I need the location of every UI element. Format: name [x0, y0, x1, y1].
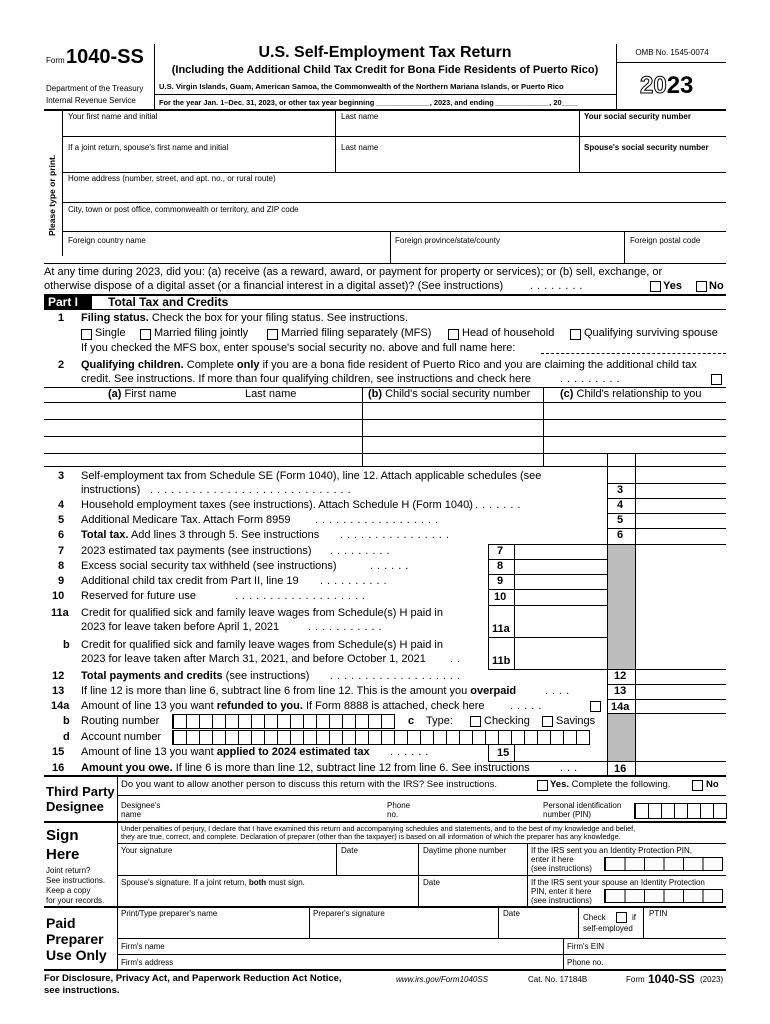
child-row-4[interactable] [44, 466, 726, 467]
children-col-a-first: First name [124, 388, 177, 400]
line-10-amount[interactable] [488, 605, 607, 606]
savings-label: Savings [556, 715, 596, 727]
line-14d-number: d [63, 731, 70, 743]
footer-cat-number: Cat. No. 17184B [528, 975, 588, 984]
city-label: City, town or post office, commonwealth or territory, and ZIP code [68, 205, 299, 214]
line-14a-text [81, 700, 485, 713]
line-5-number: 5 [58, 514, 65, 526]
leader-dots: ........ [530, 280, 587, 292]
designee-yes-label: Yes. [550, 779, 570, 790]
line-9-amount[interactable] [488, 589, 607, 590]
ippin-field[interactable] [604, 857, 723, 871]
leader-dots: .................. [315, 514, 443, 526]
foreign-country-label: Foreign country name [68, 236, 146, 245]
form-subtitle: (Including the Additional Child Tax Credit for Bona Fide Residents of Puerto Rico) [171, 64, 599, 76]
footer-form-year: (2023) [700, 975, 724, 984]
line-16-bold: Amount you owe. [81, 762, 173, 774]
preparer-if-label: if [632, 913, 636, 922]
children-col-c-header [560, 388, 702, 401]
sign-title-1: Sign [46, 827, 79, 844]
line-15-a: Amount of line 13 you want [81, 746, 214, 758]
box-6-label: 6 [617, 529, 624, 541]
line-12-number: 12 [52, 670, 65, 682]
footer-url: www.irs.gov/Form1040SS [396, 975, 489, 984]
footer-disclosure-2: see instructions. [44, 985, 120, 996]
box-10-label: 10 [494, 591, 507, 603]
line-13-number: 13 [52, 685, 65, 697]
leader-dots: ... [560, 762, 582, 774]
box-11b-label: 11b [492, 655, 511, 667]
preparer-title-3: Use Only [46, 947, 107, 963]
line-13-bold: overpaid [470, 685, 517, 697]
line-6-number: 6 [58, 529, 65, 541]
designee-pin-field[interactable] [634, 803, 727, 819]
line-9-text: Additional child tax credit from Part II, line 19 [81, 575, 299, 587]
line-12-rest: (see instructions) [225, 670, 310, 682]
line-13-rest: If line 12 is more than line 6, subtract line 6 from line 12. This is the amount you [81, 685, 468, 697]
savings-checkbox[interactable] [542, 716, 553, 727]
leader-dots: .... [545, 685, 574, 697]
foreign-postal-label: Foreign postal code [630, 236, 701, 245]
box-13-label: 13 [614, 685, 627, 697]
form-number: 1040-SS [66, 46, 144, 68]
ippin-label-2: enter it here [531, 855, 574, 864]
line-3-text-a: Self-employment tax from Schedule SE (Form 1040), line 12. Attach applicable schedules (see [81, 470, 542, 482]
status-mfj-checkbox[interactable] [140, 329, 151, 340]
spouse-ippin-field[interactable] [604, 889, 723, 903]
tax-year-bold: 23 [666, 72, 694, 99]
line-12-text [81, 670, 309, 683]
ptin-label: PTIN [649, 909, 668, 918]
leader-dots: ...... [390, 746, 433, 758]
line-6-amount[interactable] [488, 544, 726, 545]
line-13-amount[interactable] [607, 699, 726, 700]
box-3-label: 3 [617, 484, 624, 496]
designee-pin-label-1: Personal identification [543, 801, 622, 810]
preparer-name-label: Print/Type preparer's name [121, 909, 218, 918]
designee-yes-checkbox[interactable] [537, 780, 548, 791]
leader-dots: ......... [330, 545, 394, 557]
box-12-label: 12 [614, 670, 627, 682]
line-5-amount[interactable] [607, 528, 726, 529]
line-2-number: 2 [58, 359, 65, 371]
leader-dots: .. [450, 653, 465, 665]
line-14a-amount[interactable] [607, 713, 726, 714]
line-7-amount[interactable] [488, 559, 607, 560]
spouse-sig-a: Spouse's signature. If a joint return, [121, 878, 247, 887]
home-address-label: Home address (number, street, and apt. no., or rural route) [68, 174, 276, 183]
children-col-a-last: Last name [245, 388, 297, 400]
line-11a-amount[interactable] [488, 637, 607, 638]
sign-side-1: Joint return? [46, 866, 91, 875]
sign-side-3: Keep a copy [46, 886, 91, 895]
child-row-2[interactable] [44, 436, 726, 437]
checking-label: Checking [484, 715, 530, 727]
leader-dots: .......... [320, 575, 391, 587]
line-10-text: Reserved for future use [81, 590, 196, 602]
line-6-text [81, 529, 319, 542]
line-14a-bold: refunded to you. [216, 700, 303, 712]
line-7-text: 2023 estimated tax payments (see instructions) [81, 545, 312, 557]
line-4-text: Household employment taxes (see instructions). Attach Schedule H (Form 1040) [81, 499, 473, 511]
leader-dots: ........ [468, 499, 525, 511]
form-word: Form [46, 56, 65, 65]
line-14c-text: Type: [426, 715, 453, 727]
status-mfs-label: Married filing separately (MFS) [281, 327, 432, 339]
line-15-number: 15 [52, 746, 65, 758]
line-1-text [81, 312, 408, 325]
box-8-label: 8 [497, 560, 504, 572]
preparer-signature-label: Preparer's signature [313, 909, 385, 918]
line-3-number: 3 [58, 470, 65, 482]
spouse-sig-b: must sign. [268, 878, 305, 887]
line-16-number: 16 [52, 762, 65, 774]
line-11b-text-1: Credit for qualified sick and family leave wages from Schedule(s) H paid in [81, 639, 443, 651]
spouse-sig-both: both [248, 878, 267, 887]
your-signature-label: Your signature [121, 846, 173, 855]
spouse-ssn-label: Spouse's social security number [584, 143, 709, 152]
line-8-amount[interactable] [488, 574, 607, 575]
line-7-number: 7 [58, 545, 65, 557]
digital-asset-question-2: otherwise dispose of a digital asset (or a financial interest in a digital asset)? (See instructions) [44, 280, 504, 292]
line-15-text [81, 746, 370, 759]
line-16-text [81, 762, 530, 775]
status-single-label: Single [95, 327, 126, 339]
preparer-date-label: Date [503, 909, 520, 918]
leader-dots: ..... [510, 700, 546, 712]
mfs-name-field[interactable] [541, 353, 726, 354]
mfs-name-instruction: If you checked the MFS box, enter spouse's social security no. above and full name here: [81, 342, 516, 354]
designee-yes-text [550, 779, 670, 790]
leader-dots: ......... [560, 373, 624, 385]
status-qss-checkbox[interactable] [570, 329, 581, 340]
status-mfj-label: Married filing jointly [154, 327, 249, 339]
form-8888-checkbox[interactable] [590, 701, 601, 712]
ssn-label: Your social security number [584, 112, 691, 121]
part1-label: Part I [48, 295, 79, 309]
digital-asset-question-1: At any time during 2023, did you: (a) receive (as a reward, award, or payment for property or services); or (b) sell, exchange, or [44, 266, 663, 278]
box-9-label: 9 [497, 575, 504, 587]
spouse-ippin-label-1: If the IRS sent your spouse an Identity Protection [531, 878, 705, 887]
designee-phone-label-1: Phone [387, 801, 411, 810]
tax-year-line: For the year Jan. 1–Dec. 31, 2023, or other tax year beginning _____________, 2023, and ending _____________, 20____ [159, 98, 579, 107]
status-mfs-checkbox[interactable] [267, 329, 278, 340]
status-single-checkbox[interactable] [81, 329, 92, 340]
children-col-b-text: Child's social security number [385, 388, 531, 400]
ippin-label-1: If the IRS sent you an Identity Protection PIN, [531, 846, 692, 855]
line-14d-text: Account number [81, 731, 162, 743]
checking-checkbox[interactable] [470, 716, 481, 727]
designee-pin-label-2: number (PIN) [543, 810, 592, 819]
spouse-first-name-label: If a joint return, spouse's first name and initial [68, 143, 229, 152]
designee-name-label-2: name [121, 810, 142, 819]
line-14a-a: Amount of line 13 you want [81, 700, 214, 712]
line-1-instruction: Check the box for your filing status. See instructions. [151, 312, 409, 324]
line-11a-number: 11a [51, 607, 69, 619]
spouse-signature-label [121, 878, 305, 888]
designee-name-label-1: Designee's [121, 801, 161, 810]
leader-dots: ........... [308, 621, 386, 633]
box-7-label: 7 [497, 545, 504, 557]
digital-asset-yes-checkbox[interactable] [650, 281, 661, 292]
digital-asset-no-checkbox[interactable] [696, 281, 707, 292]
line-14b-number: b [63, 715, 70, 727]
footer-disclosure-1: For Disclosure, Privacy Act, and Paperwork Reduction Act Notice, [44, 973, 342, 984]
line-10-number: 10 [52, 590, 65, 602]
line-11b-amount[interactable] [488, 669, 726, 670]
line-8-number: 8 [58, 560, 65, 572]
leader-dots: ................... [235, 590, 370, 602]
box-16-label: 16 [614, 763, 627, 775]
children-col-a-header [108, 388, 176, 401]
line-11a-text-1: Credit for qualified sick and family leave wages from Schedule(s) H paid in [81, 607, 443, 619]
designee-yes-rest: Complete the following. [571, 779, 671, 790]
line-3-text-b: instructions) [81, 484, 141, 496]
line-2-complete: Complete [186, 359, 234, 371]
form-title: U.S. Self-Employment Tax Return [258, 44, 512, 61]
children-col-c-letter: (c) [560, 388, 574, 400]
sign-title-2: Here [46, 846, 80, 863]
ippin-label-3: (see instructions) [531, 864, 592, 873]
children-col-b-header [368, 388, 530, 401]
sign-date-label: Date [341, 846, 358, 855]
designee-no-label: No [706, 779, 719, 790]
line-8-text: Excess social security tax withheld (see instructions) [81, 560, 337, 572]
line-16-amount[interactable] [44, 775, 726, 777]
designee-phone-label-2: no. [387, 810, 399, 819]
line-6-rest: Add lines 3 through 5. See instructions [130, 529, 320, 541]
leader-dots: ...... [370, 560, 413, 572]
line-4-number: 4 [58, 499, 65, 511]
firm-ein-label: Firm's EIN [567, 942, 605, 951]
perjury-text-2: they are true, correct, and complete. Declaration of preparer (other than the taxpayer) is based on all information of which the preparer has any knowledge. [121, 832, 621, 841]
more-children-checkbox[interactable] [711, 374, 722, 385]
preparer-title-2: Preparer [46, 931, 104, 947]
sign-side-4: for your records. [46, 896, 105, 905]
line-2-only: only [236, 359, 260, 371]
line-11a-text-2: 2023 for leave taken before April 1, 2021 [81, 621, 280, 633]
footer-form-word: Form [626, 975, 645, 984]
footer-form-number: 1040-SS [648, 972, 695, 986]
tax-year [640, 72, 693, 100]
line-14b-text: Routing number [81, 715, 160, 727]
spouse-ippin-label-3: (see instructions) [531, 896, 592, 905]
irs-label: Internal Revenue Service [46, 96, 136, 105]
box-14a-label: 14a [611, 701, 630, 713]
please-type-label: Please type or print. [47, 154, 57, 236]
firm-address-label: Firm's address [121, 958, 174, 967]
line-3-amount[interactable] [607, 498, 726, 499]
first-name-label: Your first name and initial [68, 112, 158, 121]
status-hoh-checkbox[interactable] [448, 329, 459, 340]
box-4-label: 4 [617, 499, 624, 511]
account-number-field[interactable] [172, 730, 590, 745]
spouse-last-name-label: Last name [341, 143, 379, 152]
third-party-title-2: Designee [46, 799, 104, 814]
line-2-text [81, 359, 697, 372]
spouse-date-label: Date [423, 878, 440, 887]
part1-title: Total Tax and Credits [108, 295, 229, 309]
self-employed-checkbox[interactable] [616, 912, 627, 923]
status-hoh-label: Head of household [462, 327, 555, 339]
third-party-title-1: Third Party [46, 784, 115, 799]
digital-asset-yes-label: Yes [663, 280, 682, 292]
line-1-title: Filing status. [81, 312, 149, 324]
children-col-c-text: Child's relationship to you [576, 388, 702, 400]
daytime-phone-label: Daytime phone number [423, 846, 507, 855]
shaded-column [608, 544, 635, 669]
tax-year-outline: 20 [640, 72, 667, 99]
shaded-column [608, 713, 635, 761]
firm-name-label: Firm's name [121, 942, 165, 951]
child-row-1[interactable] [44, 419, 726, 420]
line-12-bold: Total payments and credits [81, 670, 223, 682]
line-14a-number: 14a [51, 700, 70, 712]
line-4-amount[interactable] [607, 513, 726, 514]
preparer-title-1: Paid [46, 915, 76, 931]
last-name-label: Last name [341, 112, 379, 121]
status-qss-label: Qualifying surviving spouse [584, 327, 718, 339]
firm-phone-label: Phone no. [567, 958, 604, 967]
line-2-title: Qualifying children. [81, 359, 184, 371]
spouse-ippin-label-2: PIN, enter it here [531, 887, 592, 896]
foreign-province-label: Foreign province/state/county [395, 236, 500, 245]
leader-dots: ................ [340, 529, 453, 541]
leader-dots: ............................. [150, 484, 355, 496]
leader-dots: ................... [330, 670, 465, 682]
box-15-label: 15 [497, 747, 510, 759]
territories-text: U.S. Virgin Islands, Guam, American Samoa, the Commonwealth of the Northern Mariana Islands, or Puerto Rico [159, 82, 564, 91]
digital-asset-no-label: No [709, 280, 724, 292]
sign-side-2: See instructions. [46, 876, 106, 885]
line-6-bold: Total tax. [81, 529, 129, 541]
designee-no-checkbox[interactable] [692, 780, 703, 791]
children-col-b-letter: (b) [368, 388, 383, 400]
line-13-text [81, 685, 516, 698]
line-5-text: Additional Medicare Tax. Attach Form 8959 [81, 514, 291, 526]
self-employed-label: self-employed [583, 924, 633, 933]
perjury-text-1: Under penalties of perjury, I declare that I have examined this return and accompanying schedules and statements, and to the best of my knowledge and belief, [121, 824, 636, 833]
line-16-rest: If line 6 is more than line 12, subtract line 12 from line 6. See instructions [175, 762, 530, 774]
line-1-number: 1 [58, 312, 65, 324]
omb-number: OMB No. 1545-0074 [635, 48, 709, 57]
line-9-number: 9 [58, 575, 65, 587]
line-2-text-b: if you are a bona fide resident of Puerto Rico and you are claiming the additional child tax [262, 359, 697, 371]
routing-number-field[interactable] [172, 714, 395, 729]
line-14a-c: If Form 8888 is attached, check here [306, 700, 485, 712]
line-15-bold: applied to 2024 estimated tax [216, 746, 370, 758]
box-11a-label: 11a [492, 623, 510, 635]
line-11b-text-2: 2023 for leave taken after March 31, 2021, and before October 1, 2021 [81, 653, 426, 665]
box-5-label: 5 [617, 514, 624, 526]
preparer-check-label: Check [583, 913, 606, 922]
third-party-question: Do you want to allow another person to discuss this return with the IRS? See instructions. [121, 779, 497, 790]
line-11b-number: b [63, 639, 70, 651]
line-14c-number: c [408, 715, 415, 727]
line-2-text-c: credit. See instructions. If more than four qualifying children, see instructions and check here [81, 373, 532, 385]
children-col-a-letter: (a) [108, 388, 122, 400]
child-row-3[interactable] [44, 453, 726, 454]
department-label: Department of the Treasury [46, 84, 144, 93]
